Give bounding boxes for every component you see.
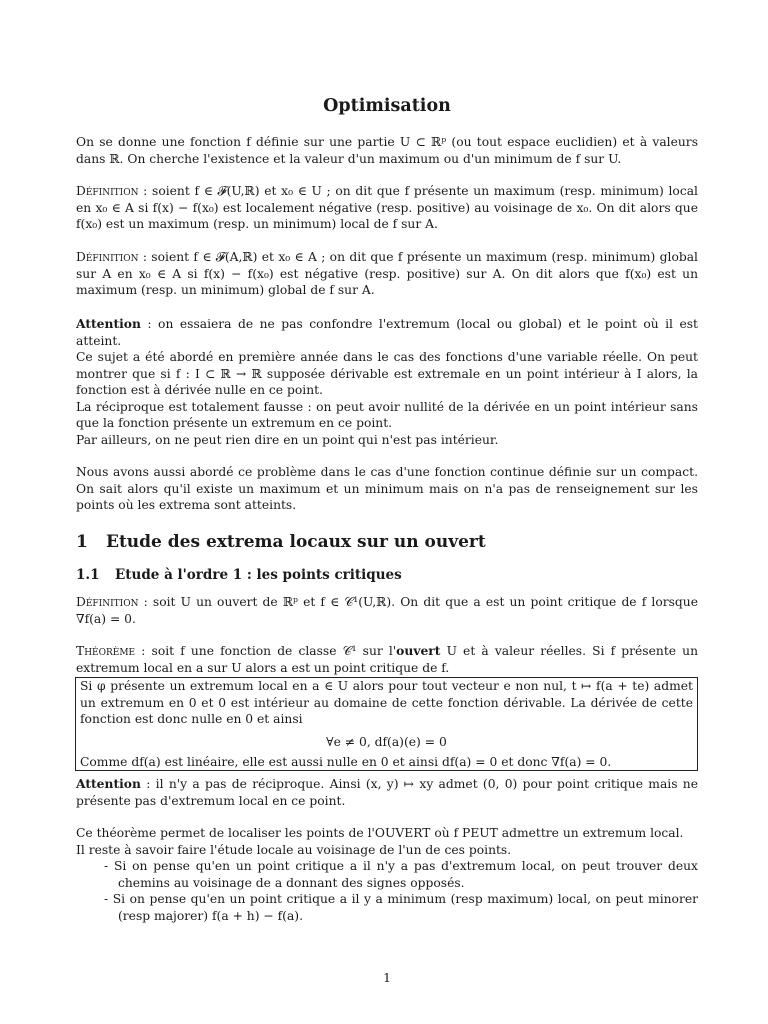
subsection-title: Etude à l'ordre 1 : les points critiques <box>115 567 402 583</box>
page-number: 1 <box>383 971 391 985</box>
paragraph-line: Ce théorème permet de localiser les points de l'OUVERT où f PEUT admettre un extremum local. <box>76 826 684 840</box>
definition-local-extremum <box>76 183 698 233</box>
definition-label: Définition <box>76 250 139 264</box>
paragraph-line: Il reste à savoir faire l'étude locale au voisinage de l'un de ces points. <box>76 842 512 857</box>
list-item: - Si on pense qu'en un point critique a il n'y a pas d'extremum local, on peut trouver deux chemins au voisinage de a donnant des signes opposés. <box>104 859 698 890</box>
attention-note-2 <box>76 776 698 809</box>
theorem-text: : soit f une fonction de classe 𝒞¹ sur l' <box>135 644 397 658</box>
proof-box <box>75 677 698 771</box>
subsection-heading <box>76 567 402 584</box>
definition-global-extremum <box>76 249 698 299</box>
definition-text: : soient f ∈ 𝓕(A,ℝ) et x₀ ∈ A ; on dit que f présente un maximum (resp. minimum) global sur A en x₀ ∈ A si f(x) − f(x₀) est négative (resp. positive) sur A. On dit alors que f(x₀) est un maximum (resp. un minimum) global de f sur A. <box>76 250 698 298</box>
intro-paragraph: On se donne une fonction f définie sur une partie U ⊂ ℝᵖ (ou tout espace euclidien) et à valeurs dans ℝ. On cherche l'existence et la valeur d'un maximum ou d'un minimum de f sur U. <box>76 135 698 166</box>
list-item: - Si on pense qu'en un point critique a il y a minimum (resp maximum) local, on peut minorer (resp majorer) f(a + h) − f(a). <box>104 892 698 923</box>
theorem-block <box>76 643 698 676</box>
attention-note-1 <box>76 316 698 349</box>
paragraph-line: La réciproque est totalement fausse : on peut avoir nullité de la dérivée en un point intérieur sans que la fonction présente un extremum en ce point. <box>76 399 698 431</box>
first-year-paragraph <box>76 349 698 449</box>
attention-label: Attention <box>76 776 141 791</box>
paragraph-line: Par ailleurs, on ne peut rien dire en un point qui n'est pas intérieur. <box>76 432 499 447</box>
definition-critical-point <box>76 594 698 627</box>
theorem-text: U et à valeur réelles. Si f présente un extremum local en a sur U alors a est un point critique de f. <box>76 644 698 675</box>
theorem-emphasis: ouvert <box>396 643 441 658</box>
proof-text: Si φ présente un extremum local en a ∈ U alors pour tout vecteur e non nul, t ↦ f(a + te) admet un extremum en 0 et 0 est intérieur au domaine de cette fonction dérivable. La dérivée de cette fonction est donc nulle en 0 et ainsi <box>80 679 693 727</box>
document-title: Optimisation <box>323 96 451 116</box>
compact-paragraph: Nous avons aussi abordé ce problème dans le cas d'une fonction continue définie sur un compact. On sait alors qu'il existe un maximum et un minimum mais on n'a pas de renseignement sur les points où les extrema sont atteints. <box>76 465 698 513</box>
localization-paragraph <box>76 825 698 925</box>
section-title: Etude des extrema locaux sur un ouvert <box>106 532 486 552</box>
attention-text: : on essaiera de ne pas confondre l'extremum (local ou global) et le point où il est atteint. <box>76 317 698 348</box>
paragraph-line: Ce sujet a été abordé en première année dans le cas des fonctions d'une variable réelle. On peut montrer que si f : I ⊂ ℝ → ℝ supposée dérivable est extremale en un point intérieur à I alors, la fonction est à dérivée nulle en ce point. <box>76 350 698 398</box>
proof-formula: ∀e ≠ 0, df(a)(e) = 0 <box>326 734 447 749</box>
definition-text: : soit U un ouvert de ℝᵖ et f ∈ 𝒞¹(U,ℝ). On dit que a est un point critique de f lorsque ∇f(a) = 0. <box>76 595 698 626</box>
subsection-number: 1.1 <box>76 567 100 583</box>
theorem-label: Théorème <box>76 644 136 658</box>
section-heading <box>76 534 486 551</box>
attention-text: : il n'y a pas de réciproque. Ainsi (x, y) ↦ xy admet (0, 0) pour point critique mais ne présente pas d'extremum local en ce point. <box>76 777 698 808</box>
definition-label: Définition <box>76 184 139 198</box>
definition-label: Définition <box>76 595 139 609</box>
attention-label: Attention <box>76 316 141 331</box>
section-number: 1 <box>76 532 88 552</box>
definition-text: : soient f ∈ 𝓕(U,ℝ) et x₀ ∈ U ; on dit que f présente un maximum (resp. minimum) local en x₀ ∈ A si f(x) − f(x₀) est localement négative (resp. positive) au voisinage de x₀. On dit alors que f(x₀) est un maximum (resp. un minimum) local de f sur A. <box>76 184 698 232</box>
proof-conclusion: Comme df(a) est linéaire, elle est aussi nulle en 0 et ainsi df(a) = 0 et donc ∇f(a) = 0. <box>80 755 612 770</box>
